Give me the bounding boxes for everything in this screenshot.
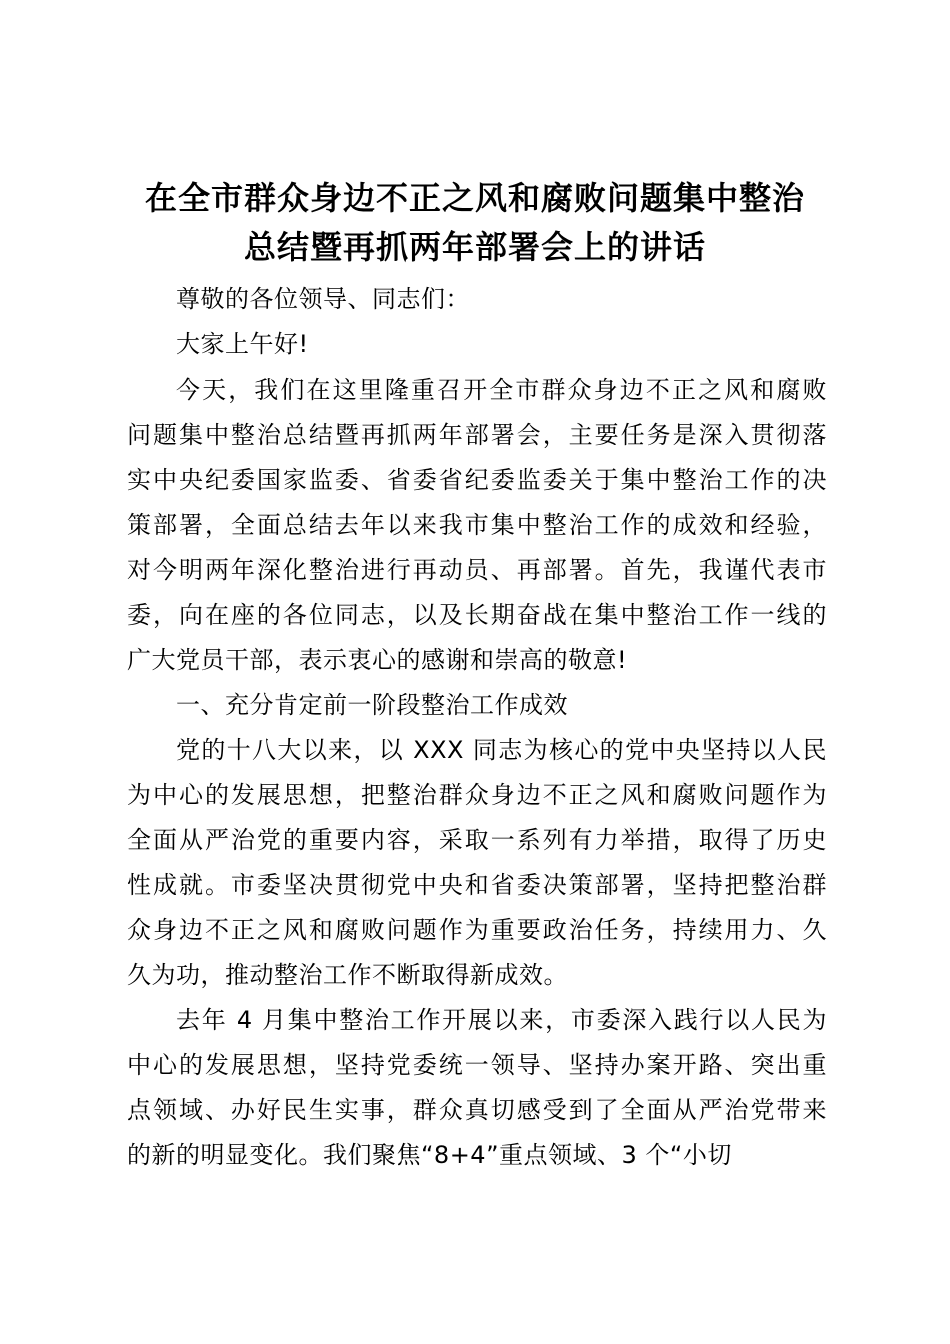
document-title-line-2: 总结暨再抓两年部署会上的讲话 (243, 228, 706, 266)
paragraph-3-line-1: 去年 4 月集中整治工作开展以来，市委深入践行以人民为 (176, 1006, 827, 1034)
paragraph-2-line-2: 为中心的发展思想，把整治群众身边不正之风和腐败问题作为 (127, 781, 827, 809)
paragraph-3-line-4: 的新的明显变化。我们聚焦“8+4”重点领域、3 个“小切 (127, 1141, 732, 1169)
paragraph-1-line-6: 委，向在座的各位同志，以及长期奋战在集中整治工作一线的 (127, 601, 827, 629)
greeting: 大家上午好! (176, 330, 309, 358)
paragraph-3-line-3: 点领域、办好民生实事，群众真切感受到了全面从严治党带来 (127, 1096, 827, 1124)
paragraph-2-line-3: 全面从严治党的重要内容，采取一系列有力举措，取得了历史 (127, 826, 827, 854)
paragraph-2-line-6: 久为功，推动整治工作不断取得新成效。 (127, 961, 568, 989)
paragraph-3-line-2: 中心的发展思想，坚持党委统一领导、坚持办案开路、突出重 (127, 1051, 827, 1079)
paragraph-1-line-2: 问题集中整治总结暨再抓两年部署会，主要任务是深入贯彻落 (127, 421, 827, 449)
document-title-line-1: 在全市群众身边不正之风和腐败问题集中整治 (144, 179, 805, 217)
paragraph-2-line-5: 众身边不正之风和腐败问题作为重要政治任务，持续用力、久 (127, 916, 827, 944)
paragraph-1-line-4: 策部署，全面总结去年以来我市集中整治工作的成效和经验， (127, 511, 827, 539)
paragraph-1-line-3: 实中央纪委国家监委、省委省纪委监委关于集中整治工作的决 (127, 466, 827, 494)
paragraph-2-line-1: 党的十八大以来，以 XXX 同志为核心的党中央坚持以人民 (176, 736, 827, 764)
section-heading-1: 一、充分肯定前一阶段整治工作成效 (176, 691, 568, 719)
paragraph-1-line-1: 今天，我们在这里隆重召开全市群众身边不正之风和腐败 (176, 376, 827, 404)
salutation: 尊敬的各位领导、同志们： (176, 285, 470, 313)
paragraph-1-line-5: 对今明两年深化整治进行再动员、再部署。首先，我谨代表市 (127, 556, 827, 584)
paragraph-1-line-7: 广大党员干部，表示衷心的感谢和崇高的敬意! (127, 646, 628, 674)
paragraph-2-line-4: 性成就。市委坚决贯彻党中央和省委决策部署，坚持把整治群 (127, 871, 827, 899)
